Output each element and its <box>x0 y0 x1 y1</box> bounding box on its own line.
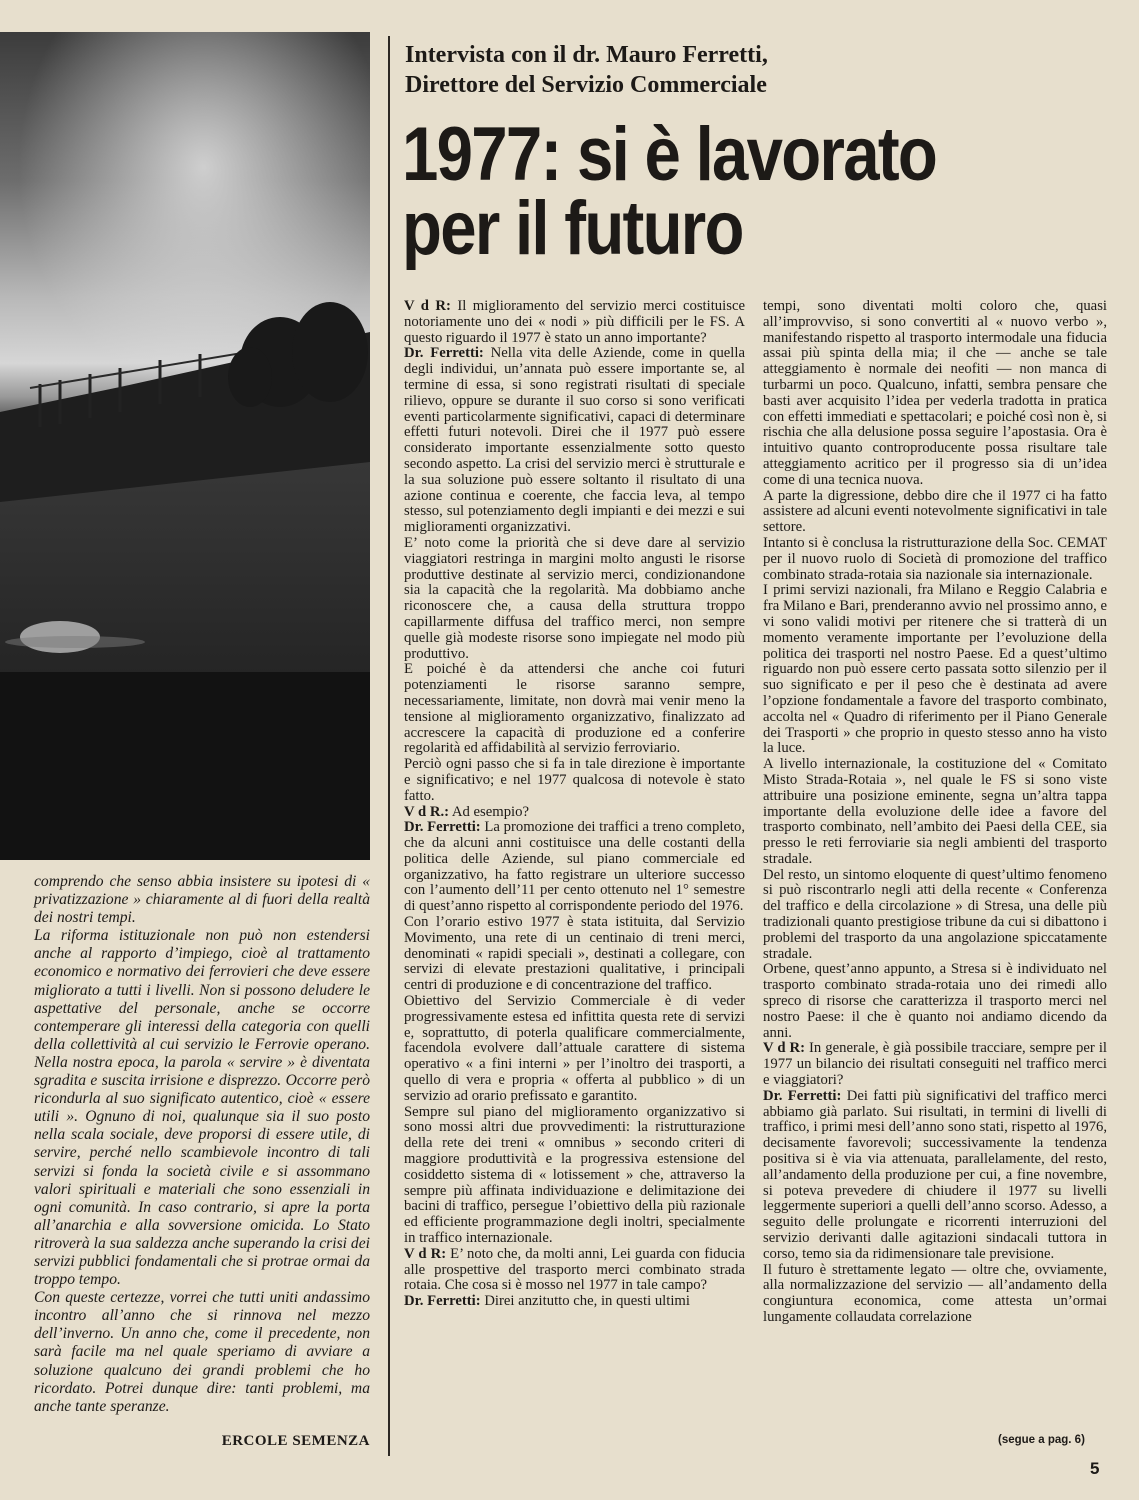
headline-line: per il futuro <box>402 186 743 271</box>
headline-line: 1977: si è lavorato <box>402 112 937 197</box>
paragraph-text: Sempre sul piano del miglioramento organizzativo si sono mossi altri due provvedimenti: la ristrutturazione della rete dei treni « omnibus » secondo criteri di maggiore produttività e la progressiva estensione del cosiddetto sistema di « lotissement » che, attraverso la sempre più affinata individuazione e delimitazione dei bacini di traffico, persegue l’obiettivo della più razionale ed efficiente programmazione degli inoltri, specialmente in traffico internazionale. <box>404 1103 745 1247</box>
speaker-label: V d R: <box>763 1040 806 1057</box>
paragraph-text: A livello internazionale, la costituzione del « Comitato Misto Strada-Rotaia », nel quale le FS si sono viste attribuire una posizione eminente, segna un’altra tappa importante della evoluzione delle idee a favore del trasporto combinato, nell’ambito dei Paesi della CEE, sia presso le reti ferroviarie sia negli ambienti del trasporto stradale. <box>763 756 1107 867</box>
article-column-2 <box>763 299 1107 1326</box>
landscape-photo <box>0 32 370 860</box>
paragraph-text: Nella vita delle Aziende, come in quella degli individui, un’annata può essere importante se, al termine di essa, si sono registrati risultati di speciale rilievo, oppure se durante il suo corso si sono verificati eventi particolarmente significativi, capaci di determinare effetti futuri notevoli. Direi che il 1977 può essere considerato importante essenzialmente sotto questo secondo aspetto. La crisi del servizio merci è strutturale e la sua soluzione può essere soltanto il risultato di una azione continua e coerente, che faccia leva, al tempo stesso, sul potenziamento degli impianti e dei mezzi e sui miglioramenti organizzativi. <box>404 345 745 536</box>
paragraph-text: Intanto si è conclusa la ristrutturazione della Soc. CEMAT per il nuovo ruolo di Società di promozione del traffico combinato strada-rotaia sia nazionale sia internazionale. <box>763 534 1107 583</box>
article-paragraph <box>763 1263 1107 1326</box>
speaker-label: Dr. Ferretti: <box>404 345 484 362</box>
article-paragraph <box>763 299 1107 489</box>
article-paragraph <box>404 757 745 804</box>
paragraph-text: Perciò ogni passo che si fa in tale direzione è importante e significativo; e nel 1977 qualcosa di notevole è stato fatto. <box>404 756 745 804</box>
article-paragraph <box>763 489 1107 536</box>
paragraph-text: Con l’orario estivo 1977 è stata istituita, dal Servizio Movimento, una rete di un centinaio di treni merci, denominati « rapidi speciali », destinati a collegare, con servizi di elevate prestazioni qualitative, i principali centri di produzione e di concentrazione del traffico. <box>404 914 745 994</box>
editorial-text <box>34 873 370 1416</box>
page-number: 5 <box>1090 1459 1100 1478</box>
article-paragraph <box>404 994 745 1105</box>
paragraph-text: Obiettivo del Servizio Commerciale è di veder progressivamente estesa ed infittita questa rete di servizi e, soprattutto, di poterla qualificare commercialmente, facendola evolvere dall’attuale carattere di sistema operativo « a fini interni » per l’inoltro dei trasporti, a quello di vera e propria « offerta al pubblico » di un servizio ad orario prefissato e garantito. <box>404 993 745 1104</box>
article-paragraph <box>404 299 745 346</box>
article-paragraph <box>404 1247 745 1294</box>
article-paragraph <box>404 805 745 821</box>
paragraph-text: La promozione dei traffici a treno completo, che da alcuni anni costituisce una delle costanti della politica delle Aziende, sul piano commerciale ed organizzativo, ha fatto registrare un ulteriore successo con l’aumento dell’11 per cento ottenuto nel 1° semestre di quest’anno rispetto al corrispondente periodo del 1976. <box>404 819 745 915</box>
paragraph-text: Orbene, quest’anno appunto, a Stresa si è individuato nel trasporto combinato strada-rotaia uno dei rimedi allo spreco di risorse che caratterizza il trasporto merci nel nostro Paese: il che è quanto noi andiamo dicendo da anni. <box>763 961 1107 1041</box>
paragraph-text: Il miglioramento del servizio merci costituisce notoriamente uno dei « nodi » più difficili per le FS. A questo riguardo il 1977 è stato un anno importante? <box>404 298 745 346</box>
speaker-label: V d R: <box>404 298 451 314</box>
railway-landscape-photo <box>0 32 370 860</box>
editorial-signature: ERCOLE SEMENZA <box>221 1433 370 1449</box>
editorial-paragraph: Con queste certezze, vorrei che tutti uniti andassimo incontro all’anno che si rinnova nel mezzo dell’inverno. Un anno che, come il precedente, non sarà facile ma nel quale speriamo di avviare a soluzione qualcuno dei grandi problemi che ho ricordato. Potrei dunque dire: tanti problemi, ma anche tante speranze. <box>34 1289 370 1415</box>
paragraph-text: tempi, sono diventati molti coloro che, quasi all’improvviso, si sono convertiti al « nuovo verbo », manifestando rispetto al trasporto intermodale una fiducia assai più spinta della mia; il che — anche se tale atteggiamento è normale dei neofiti — non manca di turbarmi un poco. Qualcuno, infatti, sembra pensare che basti aver acquisito l’idea per vederla tradotta in pratica con effetti immediati e spettacolari; e poiché così non è, si rischia che alla delusione possa seguire l’apostasia. Ora è intuitivo quanto controproducente possa risultare tale atteggiamento acritico per il progresso sia di un’idea come di una tecnica nuova. <box>763 298 1107 488</box>
article-paragraph <box>763 583 1107 757</box>
kicker-line: Intervista con il dr. Mauro Ferretti, <box>405 42 768 68</box>
article-headline <box>402 112 1021 271</box>
article-paragraph <box>763 868 1107 963</box>
article-paragraph <box>404 536 745 662</box>
article-paragraph <box>763 1041 1107 1088</box>
article-paragraph <box>763 962 1107 1041</box>
article-paragraph <box>404 346 745 536</box>
column-divider <box>388 36 390 1456</box>
article-kicker <box>405 40 1125 100</box>
editorial-paragraph: comprendo che senso abbia insistere su ipotesi di « privatizzazione » chiaramente al di fuori della realtà dei nostri tempi. <box>34 873 370 927</box>
paragraph-text: Il futuro è strettamente legato — oltre che, ovviamente, alla normalizzazione del servizio — all’andamento della congiuntura economica, come attesta un’ormai lungamente collaudata correlazione <box>763 1261 1107 1325</box>
kicker-line: Direttore del Servizio Commerciale <box>405 72 767 98</box>
article-paragraph <box>763 1089 1107 1263</box>
editorial-paragraph: La riforma istituzionale non può non estendersi anche al rapporto d’impiego, cioè al trattamento economico e normativo dei ferrovieri che deve essere migliorato a tutti i livelli. Non si possono deludere le aspettative del personale, anche se occorre contemperare gli interessi della categoria con quelli della collettività al cui servizio le Ferrovie operano. Nella nostra epoca, la parola « servire » è diventata sgradita e suscita irrisione e disprezzo. Occorre però ricondurla al suo significato autentico, cioè « essere utili ». Ognuno di noi, qualunque sia il suo posto nella scala sociale, deve proporsi di essere utile, di servire, perché nello scambievole incontro di tali servizi si fonda la società civile e si assommano valori spirituali e materiali che sono essenziali in ogni comunità. In caso contrario, si apre la porta all’anarchia e alla sovversione omicida. Lo Stato ritroverà la sua saldezza anche superando la crisi dei servizi pubblici fondamentali che si protrae ormai da troppo tempo. <box>34 927 370 1289</box>
article-paragraph <box>763 757 1107 868</box>
paragraph-text: A parte la digressione, debbo dire che il 1977 ci ha fatto assistere ad alcuni eventi notevolmente significativi in tale settore. <box>763 487 1107 536</box>
paragraph-text: I primi servizi nazionali, fra Milano e Reggio Calabria e fra Milano e Bari, prenderanno avvio nel prossimo anno, e vi sono validi motivi per ritenere che si tratterà di un momento veramente importante per l’evoluzione della politica dei trasporti nel nostro Paese. Ed a quest’ultimo riguardo non può essere certo passata sotto silenzio per il suo significato e per il peso che è destinata ad avere l’opzione fondamentale a favore del trasporto combinato, accolta nel « Quadro di riferimento per il Piano Generale dei Trasporti » che proprio in questo stesso anno ha visto la luce. <box>763 582 1107 757</box>
paragraph-text: Ad esempio? <box>449 803 529 820</box>
paragraph-text: E’ noto come la priorità che si deve dare al servizio viaggiatori restringa in margini molto angusti le risorse produttive destinate al servizio merci, condizionandone sia la capacità che la regolarità. Ma dobbiamo anche riconoscere che, a causa della struttura troppo capillarmente diffusa del traffico merci, non sempre quelle già modeste risorse sono impiegate nel modo più produttivo. <box>404 534 745 662</box>
continued-note: (segue a pag. 6) <box>998 1434 1085 1446</box>
paragraph-text: Direi anzitutto che, in questi ultimi <box>480 1293 690 1310</box>
speaker-label: Dr. Ferretti: <box>763 1087 842 1104</box>
paragraph-text: E poiché è da attendersi che anche coi futuri potenziamenti le risorse saranno sempre, necessariamente, limitate, non dovrà mai venir meno la tensione al miglioramento organizzativo, finalizzato ad accrescere la capacità di produzione ed a conferire regolarità ed affidabilità al servizio ferroviario. <box>404 661 745 757</box>
speaker-label: Dr. Ferretti: <box>404 819 481 836</box>
article-paragraph <box>404 820 745 915</box>
speaker-label: V d R: <box>404 1245 447 1262</box>
article-paragraph <box>404 662 745 757</box>
speaker-label: Dr. Ferretti: <box>404 1293 481 1310</box>
paragraph-text: Del resto, un sintomo eloquente di quest’ultimo fenomeno si può riscontrarlo negli atti della recente « Conferenza del traffico e della circolazione » di Stresa, una delle più tradizionali quanto prestigiose tribune da cui si dibattono i problemi del trasporto da una angolazione spiccatamente stradale. <box>763 866 1107 962</box>
paragraph-text: Dei fatti più significativi del traffico merci abbiamo già parlato. Sui risultati, in termini di livelli di traffico, i primi mesi dell’anno sono stati, rispetto al 1976, decisamente favorevoli; successivamente la tendenza positiva si è via via attenuata, parallelamente, del resto, all’andamento della produzione per cui, a fine novembre, si poteva prevedere di chiudere il 1977 su livelli leggermente superiori a quelli dell’anno scorso. Adesso, a seguito delle prolungate e ricorrenti interruzioni del servizio derivanti dalle agitazioni sindacali tuttora in corso, temo sia da ridimensionare tale previsione. <box>763 1087 1108 1262</box>
article-paragraph <box>763 536 1107 583</box>
article-paragraph <box>404 1105 745 1247</box>
article-column-1 <box>404 299 745 1310</box>
article-paragraph <box>404 915 745 994</box>
paragraph-text: In generale, è già possibile tracciare, sempre per il 1977 un bilancio dei risultati conseguiti nel traffico merci e viaggiatori? <box>763 1040 1107 1089</box>
article-paragraph <box>404 1294 745 1310</box>
speaker-label: V d R.: <box>404 803 450 820</box>
paragraph-text: E’ noto che, da molti anni, Lei guarda con fiducia alle prospettive del trasporto merci combinato strada rotaia. Che cosa si è mosso nel 1977 in tale campo? <box>404 1245 745 1294</box>
